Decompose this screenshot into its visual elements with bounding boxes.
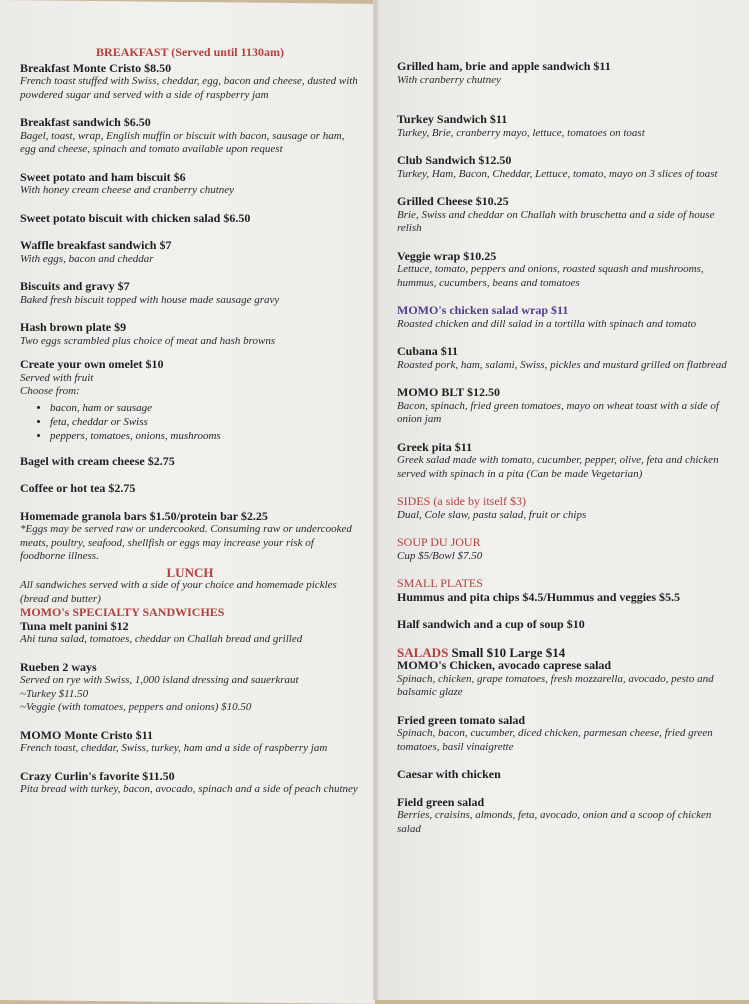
item-name: Grilled ham, brie and apple sandwich $11 <box>397 59 611 73</box>
item-name: Sweet potato and ham biscuit $6 <box>20 169 186 184</box>
menu-item <box>397 386 727 427</box>
sides-section <box>397 495 727 522</box>
page-fold <box>373 0 379 1000</box>
menu-item <box>20 116 360 157</box>
item-name: Breakfast sandwich $6.50 <box>20 115 151 129</box>
item-name: Club Sandwich $12.50 <box>397 153 512 167</box>
item-name: MOMO BLT $12.50 <box>397 385 501 399</box>
item-variant: ~Veggie (with tomatoes, peppers and onions) $10.50 <box>20 701 252 713</box>
menu-item <box>20 661 360 715</box>
small-plate-item: Hummus and pita chips $4.5/Hummus and veggies $5.5 <box>397 589 681 604</box>
item-desc: Pita bread with turkey, bacon, avocado, spinach and a side of peach chutney <box>20 783 358 795</box>
item-desc: Berries, craisins, almonds, feta, avocado, onion and a scoop of chicken salad <box>397 809 712 835</box>
menu-item <box>20 510 360 564</box>
item-desc: Spinach, bacon, cucumber, diced chicken, parmesan cheese, fried green tomatoes, basil vinaigrette <box>397 727 713 753</box>
sides-desc: Dual, Cole slaw, pasta salad, fruit or chips <box>397 508 587 521</box>
soup-heading: SOUP DU JOUR <box>397 535 481 549</box>
menu-item <box>20 770 360 797</box>
menu-item <box>20 212 360 226</box>
item-name: Crazy Curlin's favorite $11.50 <box>20 768 175 783</box>
menu-item <box>397 195 727 236</box>
item-name: Greek pita $11 <box>397 439 473 454</box>
soup-section <box>397 536 727 563</box>
item-desc: Spinach, chicken, grape tomatoes, fresh mozzarella, avocado, pesto and balsamic glaze <box>397 672 714 698</box>
item-name: Sweet potato biscuit with chicken salad $6.50 <box>20 210 251 225</box>
item-name: Rueben 2 ways <box>20 659 97 674</box>
salad-item <box>397 796 727 837</box>
item-name: Biscuits and gravy $7 <box>20 279 130 293</box>
item-desc: Two eggs scrambled plus choice of meat and hash browns <box>20 334 276 347</box>
omelet-option: • feta, cheddar or Swiss <box>50 415 360 429</box>
item-desc: Roasted pork, ham, salami, Swiss, pickles and mustard grilled on flatbread <box>397 358 727 371</box>
item-name: Fried green tomato salad <box>397 712 526 727</box>
right-column <box>397 60 727 850</box>
lunch-heading: LUNCH <box>166 564 214 580</box>
item-name: Breakfast Monte Cristo $8.50 <box>20 60 172 75</box>
item-name: Veggie wrap $10.25 <box>397 248 497 263</box>
menu-item <box>397 304 727 331</box>
item-desc: Roasted chicken and dill salad in a tortilla with spinach and tomato <box>397 317 697 330</box>
menu-item <box>397 154 727 181</box>
item-name: MOMO Monte Cristo $11 <box>20 727 153 742</box>
item-desc: Ahi tuna salad, tomatoes, cheddar on Challah bread and grilled <box>20 633 303 645</box>
item-variant: ~Turkey $11.50 <box>20 687 89 700</box>
item-name: Tuna melt panini $12 <box>20 618 129 633</box>
salads-heading-line <box>397 646 727 660</box>
sides-heading: SIDES (a side by itself $3) <box>397 494 526 508</box>
item-name: Field green salad <box>397 794 485 809</box>
soup-desc: Cup $5/Bowl $7.50 <box>397 549 483 562</box>
salad-item <box>397 659 727 700</box>
item-desc: Brie, Swiss and cheddar on Challah with bruschetta and a side of house relish <box>397 208 715 234</box>
small-plates-heading: SMALL PLATES <box>397 576 483 590</box>
item-desc: French toast stuffed with Swiss, cheddar, egg, bacon and cheese, dusted with powdered sugar and served with a side of raspberry jam <box>20 75 358 101</box>
salad-item <box>397 714 727 755</box>
omelet-option: • bacon, ham or sausage <box>50 401 360 415</box>
item-desc: Served on rye with Swiss, 1,000 island dressing and sauerkraut <box>20 674 299 686</box>
item-name: Bagel with cream cheese $2.75 <box>20 453 175 468</box>
breakfast-heading: BREAKFAST (Served until 1130am) <box>96 45 284 59</box>
lunch-note: All sandwiches served with a side of your choice and homemade pickles (bread and butter) <box>20 579 337 605</box>
item-name: Create your own omelet $10 <box>20 357 164 371</box>
item-name: Waffle breakfast sandwich $7 <box>20 238 172 252</box>
omelet-options <box>20 401 360 443</box>
item-desc: With cranberry chutney <box>397 73 501 86</box>
menu-item <box>20 482 360 496</box>
salads-price: Small $10 Large $14 <box>451 644 566 660</box>
menu-item <box>20 455 360 469</box>
omelet-served: Served with fruit <box>20 371 94 384</box>
item-desc: Baked fresh biscuit topped with house made sausage gravy <box>20 293 280 306</box>
omelet-choose: Choose from: <box>20 385 80 397</box>
item-desc: Turkey, Ham, Bacon, Cheddar, Lettuce, tomato, mayo on 3 slices of toast <box>397 167 718 180</box>
menu-item <box>397 441 727 482</box>
menu-item <box>20 239 360 266</box>
omelet-item <box>20 358 360 443</box>
item-desc: With honey cream cheese and cranberry chutney <box>20 184 235 196</box>
menu-item <box>20 321 360 348</box>
item-desc: Bacon, spinach, fried green tomatoes, mayo on wheat toast with a side of onion jam <box>397 399 719 425</box>
item-name: Grilled Cheese $10.25 <box>397 194 509 208</box>
item-name: Hash brown plate $9 <box>20 320 127 334</box>
menu-item <box>20 62 360 103</box>
menu-item <box>397 250 727 291</box>
salads-section <box>397 646 727 837</box>
item-name: Coffee or hot tea $2.75 <box>20 481 136 495</box>
item-name: Turkey Sandwich $11 <box>397 112 508 126</box>
menu-item <box>20 729 360 756</box>
menu-item <box>397 345 727 372</box>
menu-item <box>397 60 727 87</box>
small-plates-section <box>397 577 727 632</box>
item-desc: Turkey, Brie, cranberry mayo, lettuce, tomatoes on toast <box>397 126 645 139</box>
item-name: MOMO's chicken salad wrap $11 <box>397 303 569 317</box>
item-desc: French toast, cheddar, Swiss, turkey, ham and a side of raspberry jam <box>20 742 328 754</box>
item-name: Caesar with chicken <box>397 767 501 781</box>
salads-heading: SALADS <box>397 644 449 660</box>
item-name: MOMO's Chicken, avocado caprese salad <box>397 658 612 672</box>
item-desc: Lettuce, tomato, peppers and onions, roasted squash and mushrooms, hummus, cucumbers, beans and tomatoes <box>397 263 704 289</box>
egg-warning: *Eggs may be served raw or undercooked. Consuming raw or undercooked meats, poultry, seafood, shellfish or eggs may increase your risk of foodborne illness. <box>20 523 352 562</box>
item-desc: Bagel, toast, wrap, English muffin or biscuit with bacon, sausage or ham, egg and cheese, spinach and tomato available upon request <box>20 129 345 155</box>
specialty-heading: MOMO's SPECIALTY SANDWICHES <box>20 605 225 619</box>
menu-item <box>20 620 360 647</box>
item-desc: With eggs, bacon and cheddar <box>20 252 154 265</box>
omelet-option: • peppers, tomatoes, onions, mushrooms <box>50 429 360 443</box>
item-name: Homemade granola bars $1.50/protein bar $2.25 <box>20 508 268 523</box>
salad-item <box>397 768 727 782</box>
menu-item <box>20 171 360 198</box>
item-desc: Greek salad made with tomato, cucumber, pepper, olive, feta and chicken served with spinach in a pita (Can be made Vegetarian) <box>397 454 719 480</box>
menu-item <box>20 280 360 307</box>
item-name: Cubana $11 <box>397 344 459 358</box>
menu-item <box>397 113 727 140</box>
small-plate-item: Half sandwich and a cup of soup $10 <box>397 617 585 631</box>
left-column <box>20 46 360 811</box>
